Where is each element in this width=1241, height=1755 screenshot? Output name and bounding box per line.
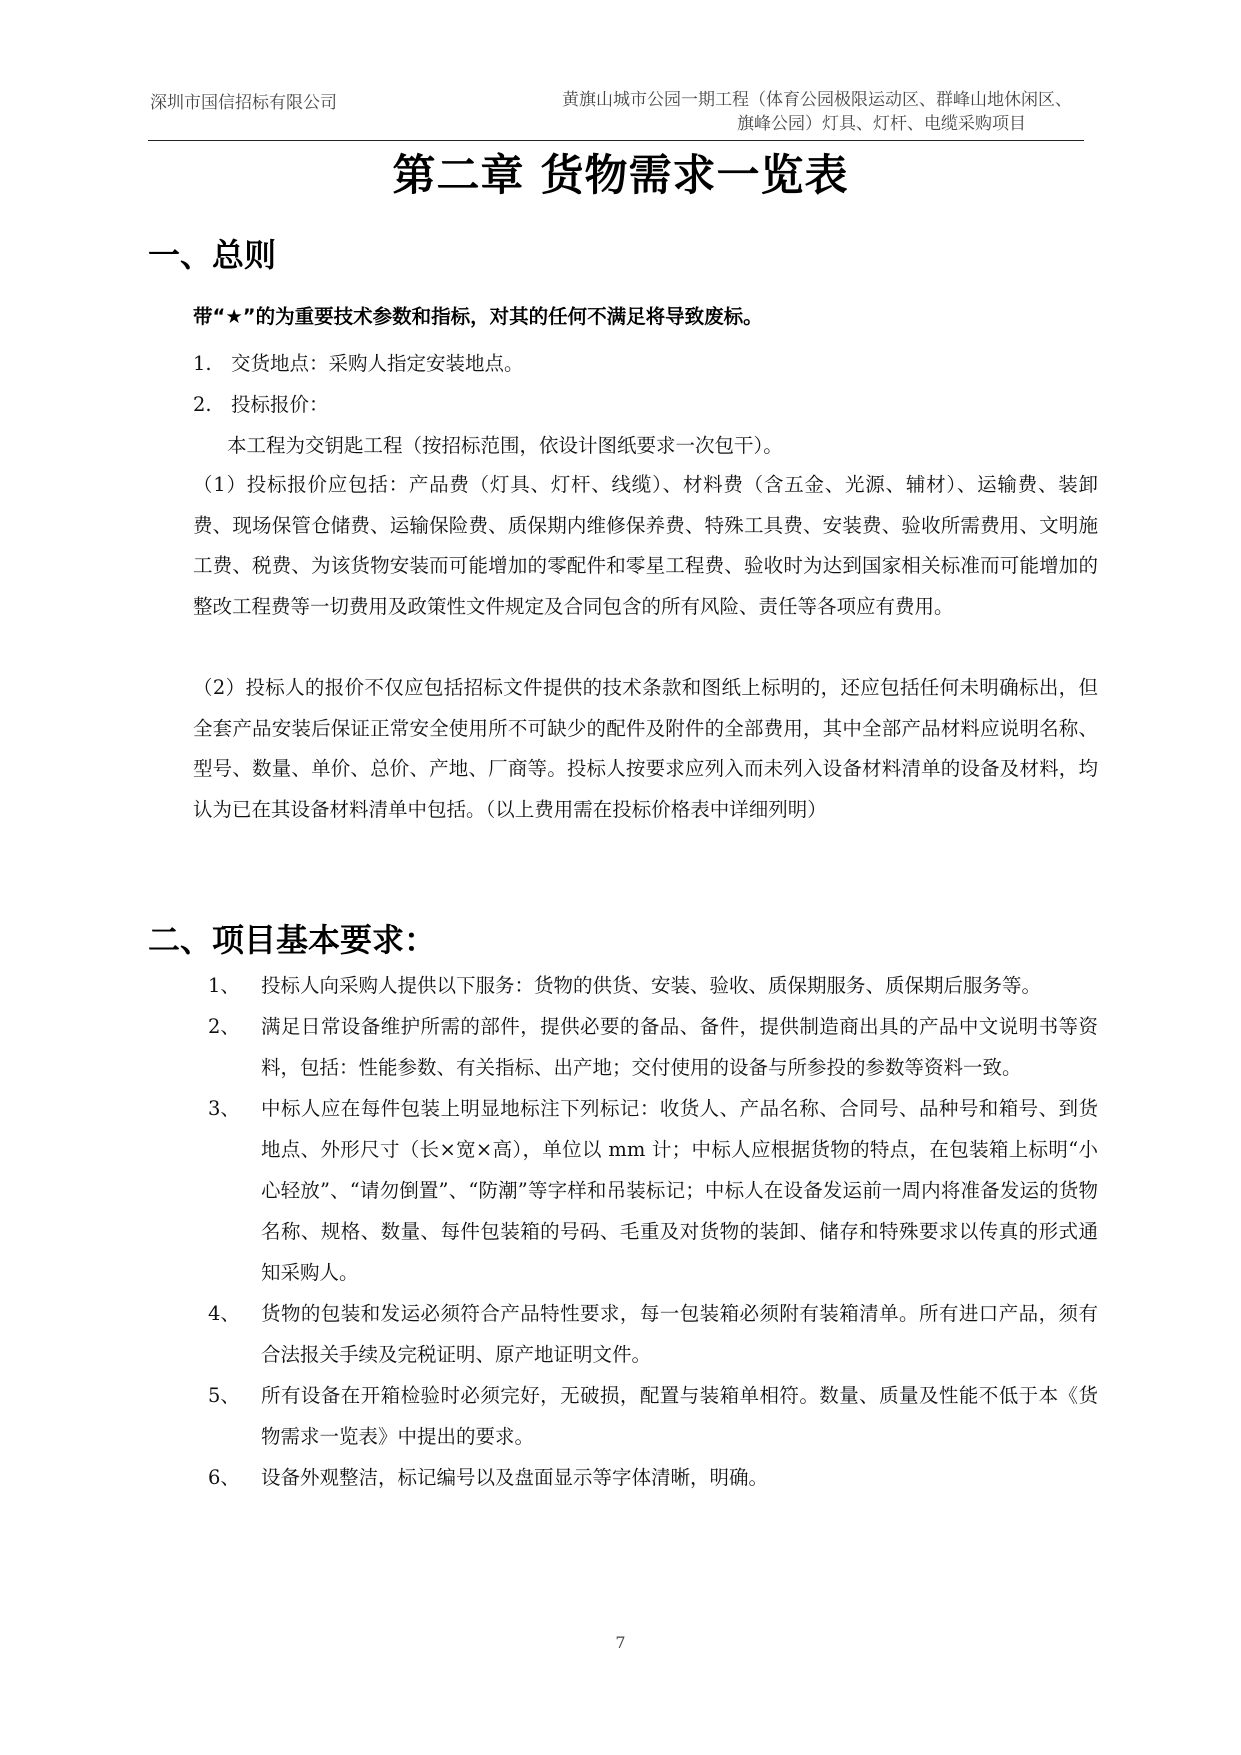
list-item: [193, 965, 1098, 1006]
bid-quote-line: [193, 389, 329, 417]
item-number: 2.: [193, 393, 212, 416]
item-text: 中标人应在每件包装上明显地标注下列标记：收货人、产品名称、合同号、品种号和箱号、到货地点、外形尺寸（长×宽×高），单位以 mm 计；中标人应根据货物的特点，在包装箱上标明“小心轻放”、“请勿倒置”、“防潮”等字样和吊装标记；中标人在设备发运前一周内将准备发运的货物名称、规格、数量、每件包装箱的号码、毛重及对货物的装卸、储存和特殊要求以传真的形式通知采购人。: [261, 1097, 1098, 1284]
list-item: [193, 1006, 1098, 1088]
item-text: 投标人向采购人提供以下服务：货物的供货、安装、验收、质保期服务、质保期后服务等。: [261, 974, 1042, 997]
project-name-line2: 旗峰公园）灯具、灯杆、电缆采购项目: [737, 114, 1026, 134]
quote-scope-paragraph: （1）投标报价应包括：产品费（灯具、灯杆、线缆）、材料费（含五金、光源、辅材）、运输费、装卸费、现场保管仓储费、运输保险费、质保期内维修保养费、特殊工具费、安装费、验收所需费用、文明施工费、税费、为该货物安装而可能增加的零配件和零星工程费、验收时为达到国家相关标准而可能增加的整改工程费等一切费用及政策性文件规定及合同包含的所有风险、责任等各项应有费用。: [193, 473, 1098, 618]
requirements-list: [193, 965, 1098, 1498]
project-name-line1: 黄旗山城市公园一期工程（体育公园极限运动区、群峰山地休闲区、: [562, 90, 1072, 110]
delivery-location-text: 交货地点：采购人指定安装地点。: [231, 352, 524, 375]
section-heading-requirements: 二、项目基本要求：: [148, 921, 437, 959]
item-text: 所有设备在开箱检验时必须完好，无破损，配置与装箱单相符。数量、质量及性能不低于本《货物需求一览表》中提出的要求。: [261, 1384, 1098, 1448]
company-name: 深圳市国信招标有限公司: [150, 93, 337, 113]
delivery-location-line: [193, 348, 524, 376]
item-number: 1.: [193, 352, 212, 375]
item-number: 2、: [208, 1015, 240, 1038]
item-text: 满足日常设备维护所需的部件，提供必要的备品、备件，提供制造商出具的产品中文说明书等资料，包括：性能参数、有关指标、出产地；交付使用的设备与所参投的参数等资料一致。: [261, 1015, 1098, 1079]
chapter-title: 第二章 货物需求一览表: [392, 151, 849, 201]
list-item: [193, 1293, 1098, 1375]
item-text: 货物的包装和发运必须符合产品特性要求，每一包装箱必须附有装箱清单。所有进口产品，须有合法报关手续及完税证明、原产地证明文件。: [261, 1302, 1098, 1366]
item-number: 3、: [208, 1097, 240, 1120]
page-number: 7: [615, 1633, 626, 1652]
quote-completeness-paragraph: （2）投标人的报价不仅应包括招标文件提供的技术条款和图纸上标明的，还应包括任何未明确标出，但全套产品安装后保证正常安全使用所不可缺少的配件及附件的全部费用，其中全部产品材料应说明名称、型号、数量、单价、总价、产地、厂商等。投标人按要求应列入而未列入设备材料清单的设备及材料，均认为已在其设备材料清单中包括。（以上费用需在投标价格表中详细列明）: [193, 676, 1098, 821]
item-text: 设备外观整洁，标记编号以及盘面显示等字体清晰，明确。: [261, 1466, 769, 1489]
section-heading-general: 一、总则: [148, 236, 277, 274]
turnkey-text: 本工程为交钥匙工程（按招标范围，依设计图纸要求一次包干）。: [227, 434, 783, 457]
project-name: [562, 88, 1072, 136]
item-number: 6、: [208, 1466, 240, 1489]
bid-quote-text: 投标报价：: [231, 393, 329, 416]
important-note: 带“★”的为重要技术参数和指标，对其的任何不满足将导致废标。: [193, 305, 763, 328]
list-item: [193, 1375, 1098, 1457]
item-number: 4、: [208, 1302, 240, 1325]
item-number: 5、: [208, 1384, 240, 1407]
item-number: 1、: [208, 974, 240, 997]
list-item: [193, 1088, 1098, 1293]
list-item: [193, 1457, 1098, 1498]
page-header: [148, 84, 1084, 141]
